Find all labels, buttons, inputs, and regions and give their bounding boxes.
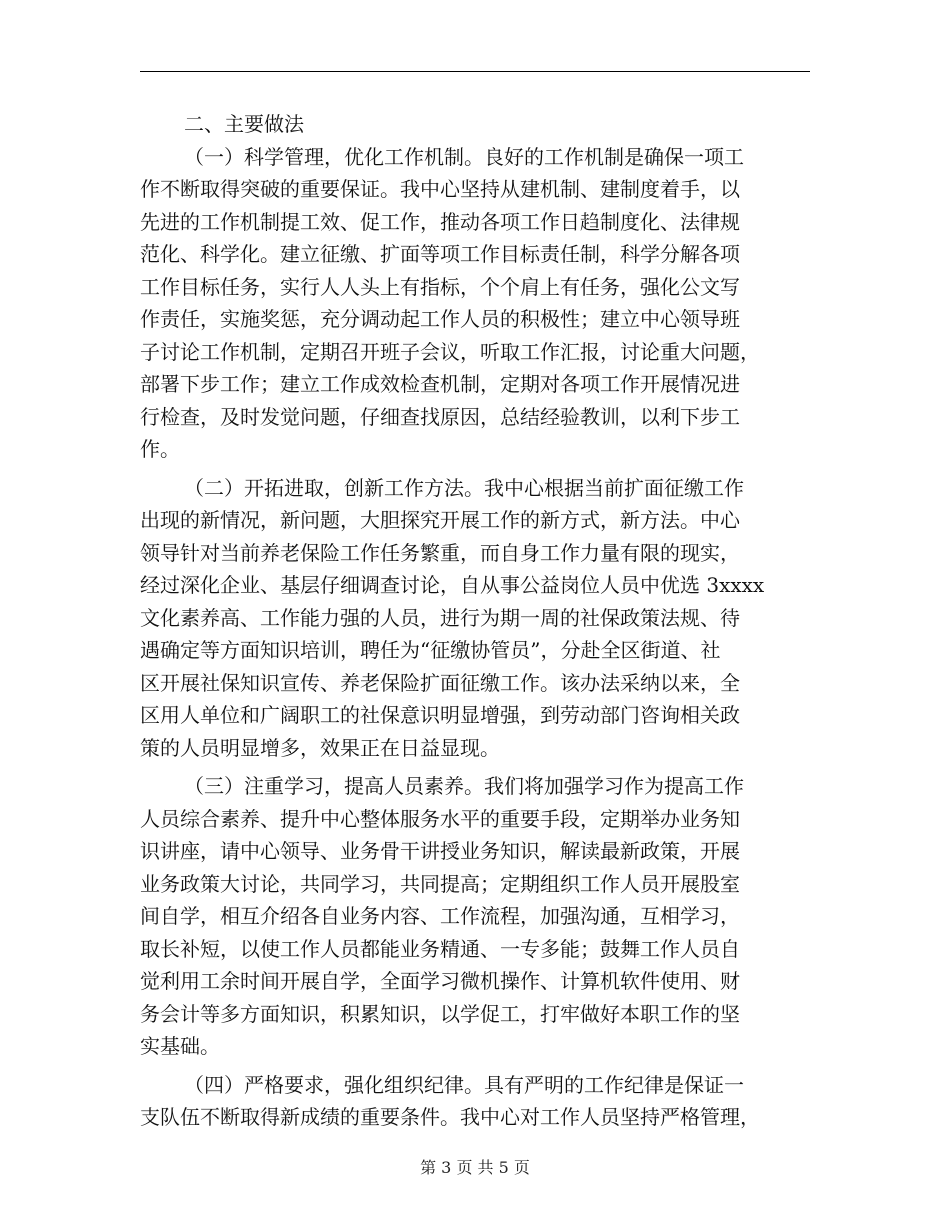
text-line: （一）科学管理，优化工作机制。良好的工作机制是确保一项工 <box>184 144 744 169</box>
text-line: 识讲座，请中心领导、业务骨干讲授业务知识，解读最新政策，开展 <box>140 839 740 863</box>
text-line: 区用人单位和广阔职工的社保意识明显增强，到劳动部门咨询相关政 <box>140 703 740 727</box>
text-line: 业务政策大讨论，共同学习，共同提高；定期组织工作人员开展股室 <box>140 871 740 896</box>
text-line: 人员综合素养、提升中心整体服务水平的重要手段，定期举办业务知 <box>140 806 740 831</box>
document-body <box>140 108 812 1140</box>
text-line: 作。 <box>140 437 180 461</box>
text-line: 领导针对当前养老保险工作任务繁重，而自身工作力量有限的现实， <box>140 540 740 565</box>
page-number-footer: 第 3 页 共 5 页 <box>420 1158 530 1177</box>
text-line: 支队伍不断取得新成绩的重要条件。我中心对工作人员坚持严格管理， <box>140 1105 760 1129</box>
text-line: （二）开拓进取，创新工作方法。我中心根据当前扩面征缴工作 <box>184 475 744 500</box>
paragraph <box>140 141 812 466</box>
text-line: 间自学，相互介绍各自业务内容、工作流程，加强沟通，互相学习， <box>140 904 740 928</box>
text-line: 觉利用工余时间开展自学，全面学习微机操作、计算机软件使用、财 <box>140 969 740 993</box>
paragraph <box>140 472 812 765</box>
text-line: 范化、科学化。建立征缴、扩面等项工作目标责任制，科学分解各项 <box>140 242 740 266</box>
paragraph <box>140 1069 812 1134</box>
text-line: 出现的新情况，新问题，大胆探究开展工作的新方式，新方法。中心 <box>140 508 740 532</box>
header-rule <box>140 71 810 72</box>
text-line: 经过深化企业、基层仔细调查讨论，自从事公益岗位人员中优选 3xxxx <box>140 573 765 597</box>
text-line: 文化素养高、工作能力强的人员，进行为期一周的社保政策法规、待 <box>140 605 740 630</box>
text-line: 子讨论工作机制，定期召开班子会议，听取工作汇报，讨论重大问题， <box>140 339 760 364</box>
text-line: 行检查，及时发觉问题，仔细查找原因，总结经验教训，以利下步工 <box>140 404 740 429</box>
text-line: 务会计等多方面知识，积累知识，以学促工，打牢做好本职工作的坚 <box>140 1001 740 1026</box>
section-heading: 二、主要做法 <box>184 112 304 136</box>
text-line: 作不断取得突破的重要保证。我中心坚持从建机制、建制度着手，以 <box>140 177 740 201</box>
text-line: 遇确定等方面知识培训，聘任为“征缴协管员”，分赴全区街道、社 <box>140 638 721 662</box>
paragraph <box>140 770 812 1063</box>
paragraph-list <box>140 141 812 1134</box>
text-line: 取长补短，以使工作人员都能业务精通、一专多能；鼓舞工作人员自 <box>140 936 740 961</box>
text-line: （三）注重学习，提高人员素养。我们将加强学习作为提高工作 <box>184 774 744 798</box>
text-line: 区开展社保知识宣传、养老保险扩面征缴工作。该办法采纳以来，全 <box>140 670 740 695</box>
text-line: 部署下步工作；建立工作成效检查机制，定期对各项工作开展情况进 <box>140 372 740 396</box>
text-line: 策的人员明显增多，效果正在日益显现。 <box>140 735 500 760</box>
text-line: 先进的工作机制提工效、促工作，推动各项工作日趋制度化、法律规 <box>140 209 740 234</box>
text-line: 实基础。 <box>140 1034 220 1058</box>
text-line: 作责任，实施奖惩，充分调动起工作人员的积极性；建立中心领导班 <box>140 307 740 331</box>
text-line: （四）严格要求，强化组织纪律。具有严明的工作纪律是保证一 <box>184 1072 744 1097</box>
text-line: 工作目标任务，实行人人头上有指标，个个肩上有任务，强化公文写 <box>140 274 740 299</box>
